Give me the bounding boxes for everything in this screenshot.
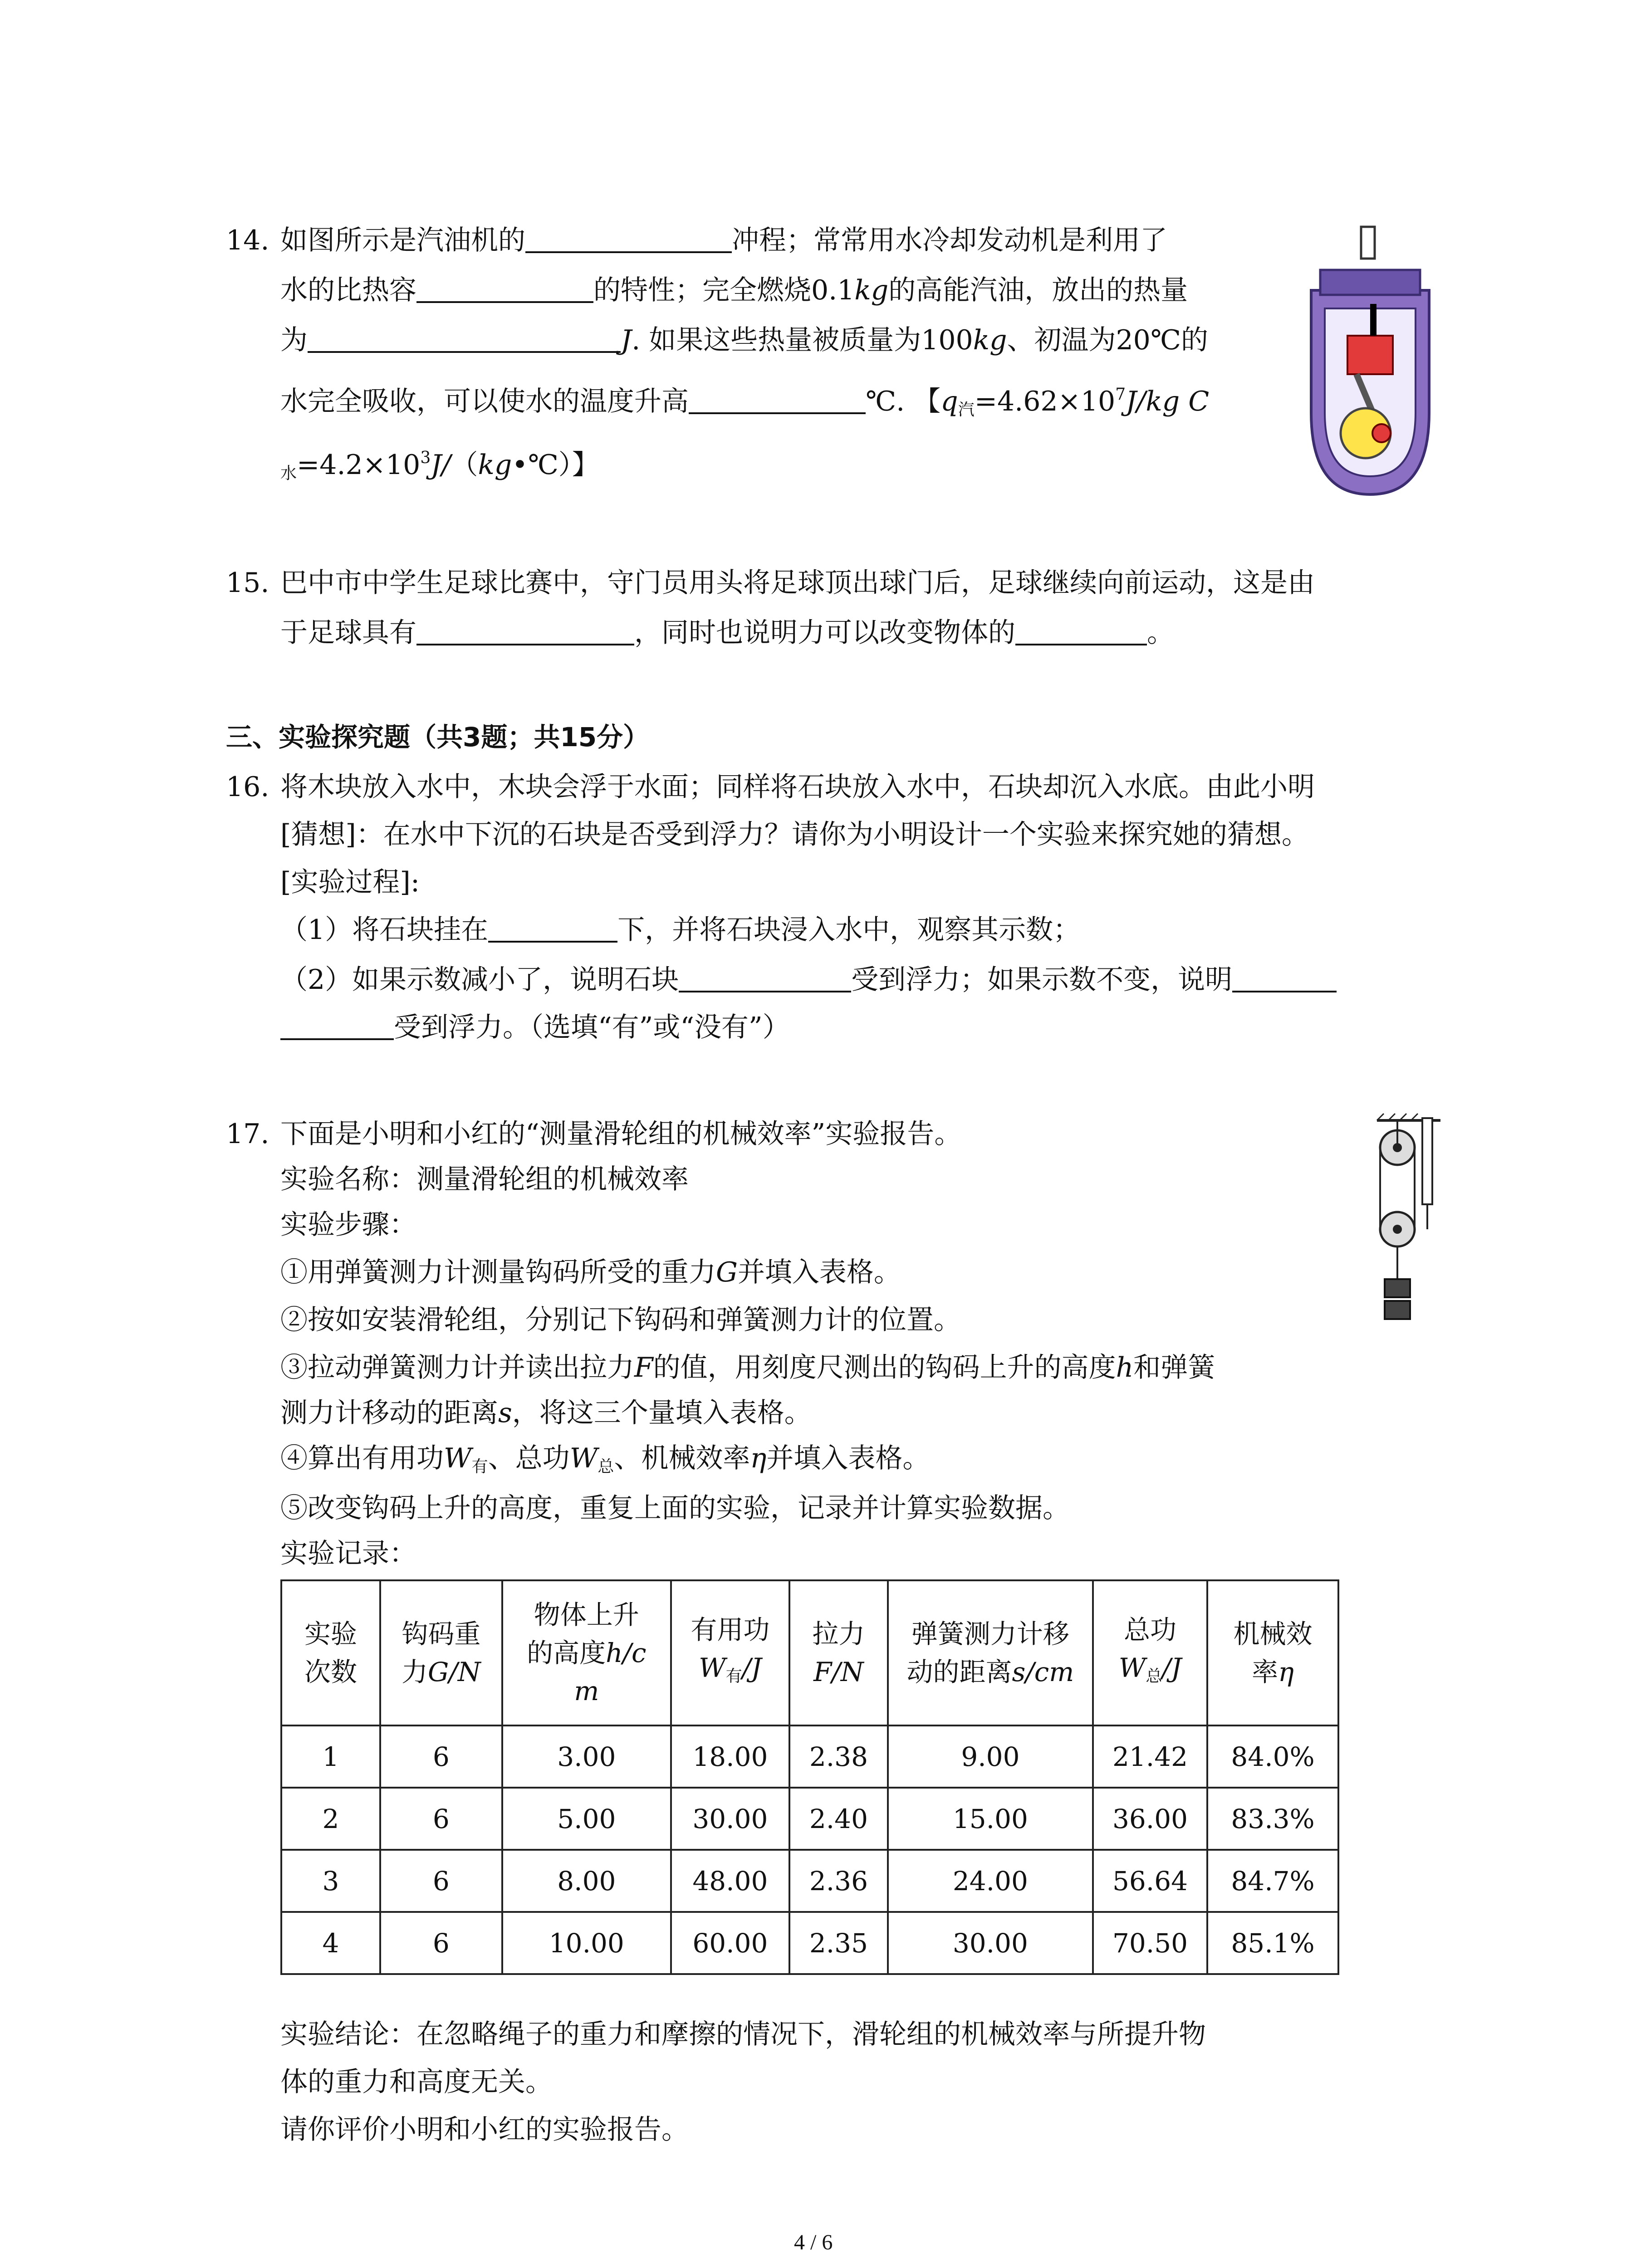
q16-line-1: 16. 将木块放入水中，木块会浮于水面；同样将石块放入水中，石块却沉入水底。由此小明 bbox=[226, 769, 1315, 805]
q15-line-2: 于足球具有 ，同时也说明力可以改变物体的 。 bbox=[280, 617, 1174, 649]
q17-prompt: 请你评价小明和小红的实验报告。 bbox=[280, 2114, 689, 2146]
q17-step-3: ③拉动弹簧测力计并读出拉力F的值，用刻度尺测出的钩码上升的高度h和弹簧 bbox=[280, 1352, 1215, 1383]
q16-blank-have[interactable] bbox=[679, 965, 851, 992]
table-row: 3 6 8.00 48.00 2.36 24.00 56.64 84.7% bbox=[281, 1850, 1338, 1912]
q14-blank-heat[interactable] bbox=[308, 326, 621, 353]
header-pull-force: 拉力 F/N bbox=[789, 1580, 888, 1725]
q16-blank-instrument[interactable] bbox=[488, 915, 617, 943]
q17-step-2: ②按如安装滑轮组，分别记下钩码和弹簧测力计的位置。 bbox=[280, 1304, 961, 1336]
header-efficiency: 机械效 率η bbox=[1207, 1580, 1338, 1725]
q17-record-label: 实验记录： bbox=[280, 1538, 416, 1569]
q14-blank-heat-capacity[interactable] bbox=[416, 276, 593, 303]
header-height: 物体上升 的高度h/c m bbox=[502, 1580, 671, 1725]
q15-number: 15. bbox=[226, 567, 269, 599]
table-row: 2 6 5.00 30.00 2.40 15.00 36.00 83.3% bbox=[281, 1788, 1338, 1850]
pulley-system-figure bbox=[1375, 1107, 1443, 1343]
page-number: 4 / 6 bbox=[794, 2230, 833, 2254]
q17-step-4: ④算出有用功$W_有$、总功$W_总$、机械效率η并填入表格。 bbox=[280, 1442, 930, 1476]
q17-number: 17. bbox=[226, 1118, 269, 1150]
q14-blank-stroke[interactable] bbox=[525, 226, 732, 253]
q16-line-5: （2）如果示数减小了，说明石块 受到浮力；如果示数不变，说明 bbox=[280, 962, 1337, 998]
q17-line-3: 实验步骤： bbox=[280, 1209, 416, 1241]
q17-step-5: ⑤改变钩码上升的高度，重复上面的实验，记录并计算实验数据。 bbox=[280, 1492, 1070, 1524]
q16-number: 16. bbox=[226, 771, 269, 803]
header-useful-work: 有用功 $W_有/J$ bbox=[671, 1580, 789, 1725]
q16-blank-not-have-a[interactable] bbox=[1232, 965, 1337, 992]
table-row: 1 6 3.00 18.00 2.38 9.00 21.42 84.0% bbox=[281, 1725, 1338, 1788]
gasoline-engine-figure bbox=[1302, 222, 1438, 503]
q17-conclusion-2: 体的重力和高度无关。 bbox=[280, 2066, 553, 2098]
q14-line-4: 水完全吸收，可以使水的温度升高 ℃. 【$q_汽=4.62\times 10^7J/kg$ C bbox=[280, 385, 1210, 419]
table-header-row bbox=[281, 1580, 1338, 1725]
header-total-work: 总功 $W_总/J$ bbox=[1093, 1580, 1207, 1725]
q17-step-3-cont: 测力计移动的距离s，将这三个量填入表格。 bbox=[280, 1397, 812, 1429]
section-3-heading: 三、实验探究题（共3题；共15分） bbox=[226, 722, 650, 753]
q17-line-2: 实验名称：测量滑轮组的机械效率 bbox=[280, 1163, 689, 1195]
q14-blank-temperature[interactable] bbox=[689, 387, 866, 414]
header-weight: 钩码重 力G/N bbox=[380, 1580, 502, 1725]
q14-line-5: $_水=4.2\times 10^3J/(kg•℃)$】 bbox=[280, 449, 599, 483]
header-trial: 实验 次数 bbox=[281, 1580, 380, 1725]
q16-blank-not-have-b[interactable] bbox=[280, 1013, 394, 1040]
q15-line-1: 15. 巴中市中学生足球比赛中，守门员用头将足球顶出球门后，足球继续向前运动，这是由 bbox=[226, 565, 1315, 601]
q16-line-2: [猜想]：在水中下沉的石块是否受到浮力？请你为小明设计一个实验来探究她的猜想。 bbox=[280, 819, 1309, 850]
table-row: 4 6 10.00 60.00 2.35 30.00 70.50 85.1% bbox=[281, 1912, 1338, 1974]
q16-line-4: （1）将石块挂在 下，并将石块浸入水中，观察其示数； bbox=[280, 914, 1081, 946]
q14-line-2: 水的比热容 的特性；完全燃烧0.1kg的高能汽油，放出的热量 bbox=[280, 274, 1188, 306]
q15-blank-inertia[interactable] bbox=[416, 618, 634, 645]
q14-line-1: 14. 如图所示是汽油机的 冲程；常常用水冷却发动机是利用了 bbox=[226, 222, 1167, 259]
q17-line-1: 17. 下面是小明和小红的“测量滑轮组的机械效率”实验报告。 bbox=[226, 1116, 961, 1152]
q16-line-6: 受到浮力。（选填“有”或“没有”） bbox=[280, 1009, 790, 1046]
q14-line-3: 为 J. 如果这些热量被质量为100kg、初温为20℃的 bbox=[280, 324, 1208, 356]
q17-step-1: ①用弹簧测力计测量钩码所受的重力G并填入表格。 bbox=[280, 1256, 901, 1288]
q16-line-3: [实验过程]: bbox=[280, 866, 420, 898]
header-distance: 弹簧测力计移 动的距离s/cm bbox=[888, 1580, 1093, 1725]
q15-blank-motion-state[interactable] bbox=[1015, 618, 1147, 645]
q17-conclusion-1: 实验结论：在忽略绳子的重力和摩擦的情况下，滑轮组的机械效率与所提升物 bbox=[280, 2019, 1206, 2050]
q14-number: 14. bbox=[226, 225, 269, 256]
experiment-table bbox=[280, 1579, 1339, 1975]
